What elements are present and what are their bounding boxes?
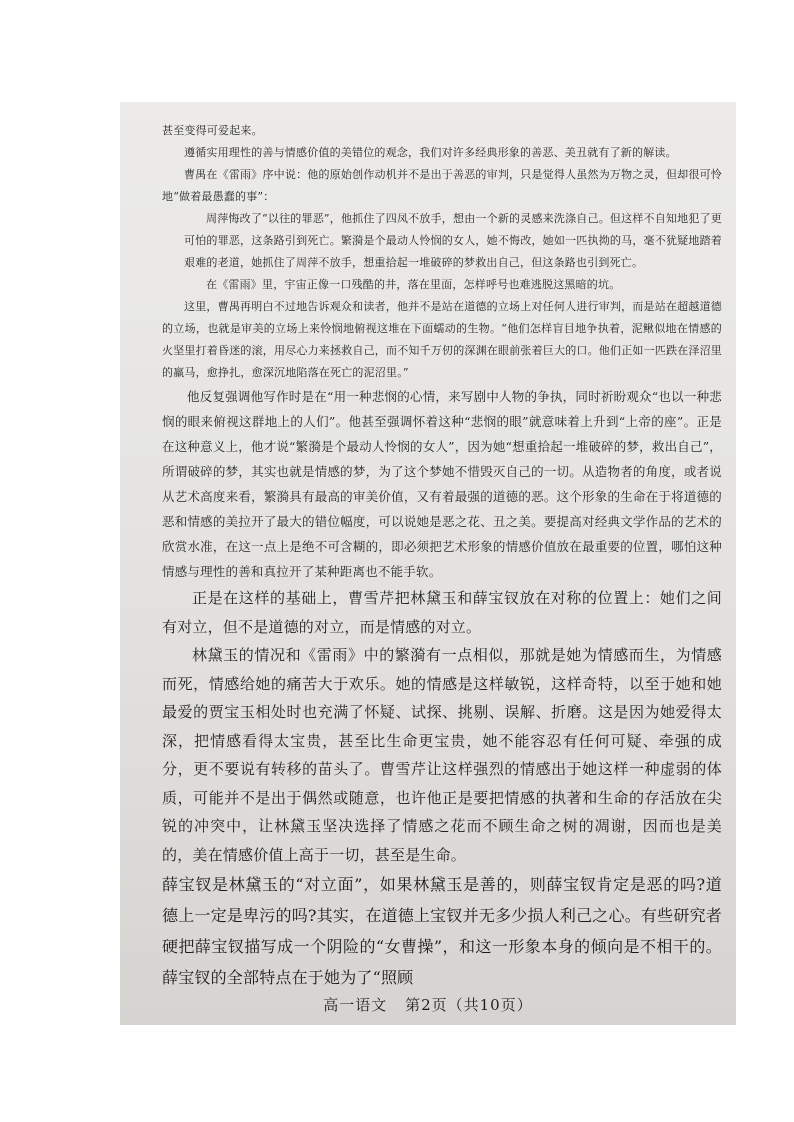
quote-block-2: 在《雷雨》里，宇宙正像一口残酷的井，落在里面，怎样呼号也难逃脱这黑暗的坑。 xyxy=(206,278,621,291)
footer-page-number: 第2页（共10页） xyxy=(405,996,533,1014)
page-footer xyxy=(120,994,736,1015)
article-body xyxy=(162,120,722,993)
quote-block: 周萍悔改了“以往的罪恶”，他抓住了四凤不放手，想由一个新的灵感来洗涤自己。但这样不自知地犯了更可怕的罪恶，这条路引到死亡。繁漪是个最动人怜悯的女人，她不悔改，她如一匹执拗的马，毫不犹疑地踏着艰难的老道，她抓住了周萍不放手，想重拾起一堆破碎的梦救出自己，但这条路也引到死亡。 xyxy=(184,212,722,269)
paragraph-1: 甚至变得可爱起来。 xyxy=(162,124,263,137)
footer-subject: 高一语文 xyxy=(323,996,388,1014)
paragraph-6: 正是在这样的基础上，曹雪芹把林黛玉和薛宝钗放在对称的位置上：她们之间有对立，但不是道德的对立，而是情感的对立。 xyxy=(162,589,722,636)
exam-page xyxy=(120,102,736,1025)
paragraph-3: 曹禺在《雷雨》序中说：他的原始创作动机并不是出于善恶的审判，只是觉得人虽然为万物之灵，但却很可怜地“做着最愚蠢的事”： xyxy=(162,168,722,203)
paragraph-8: 薛宝钗是林黛玉的“对立面”，如果林黛玉是善的，则薛宝钗肯定是恶的吗?道德上一定是卑污的吗?其实，在道德上宝钗并无多少损人利己之心。有些研究者硬把薛宝钗描写成一个阴险的“女曹操”，和这一形象本身的倾向是不相干的。薛宝钗的全部特点在于她为了“照顾 xyxy=(162,875,722,987)
paragraph-7: 林黛玉的情况和《雷雨》中的繁漪有一点相似，那就是她为情感而生，为情感而死，情感给她的痛苦大于欢乐。她的情感是这样敏锐，这样奇特，以至于她和她最爱的贾宝玉相处时也充满了怀疑、试探、挑剔、误解、折磨。这是因为她爱得太深，把情感看得太宝贵，甚至比生命更宝贵，她不能容忍有任何可疑、牵强的成分，更不要说有转移的苗头了。曹雪芹让这样强烈的情感出于她这样一种虚弱的体质，可能并不是出于偶然或随意，也许他正是要把情感的执著和生命的存活放在尖锐的冲突中，让林黛玉坚决选择了情感之花而不顾生命之树的凋谢，因而也是美的，美在情感价值上高于一切，甚至是生命。 xyxy=(162,646,722,864)
paragraph-2: 遵循实用理性的善与情感价值的美错位的观念，我们对许多经典形象的善恶、美丑就有了新的解读。 xyxy=(184,146,677,159)
paragraph-4: 这里，曹禺再明白不过地告诉观众和读者，他并不是站在道德的立场上对任何人进行审判，而是站在超越道德的立场，也就是审美的立场上来怜悯地俯视这堆在下面蠕动的生物。“他们怎样盲目地争执着，泥鳅似地在情感的火坚里打着昏迷的滚，用尽心力来拯救自己，而不知千万仞的深渊在眼前张着巨大的口。他们正如一匹跌在泽沼里的羸马，愈挣扎，愈深沉地陷落在死亡的泥沼里。” xyxy=(162,300,722,379)
paragraph-5: 他反复强调他写作时是在“用一种悲悯的心情，来写剧中人物的争执，同时祈盼观众“也以一种悲悯的眼来俯视这群地上的人们”。他甚至强调怀着这种“悲悯的眼”就意味着上升到“上帝的座”。正是在这种意义上，他才说“繁漪是个最动人怜悯的女人”，因为她“想重拾起一堆破碎的梦，救出自己”，所谓破碎的梦，其实也就是情感的梦，为了这个梦她不惜毁灭自己的一切。从造物者的角度，或者说从艺术高度来看，繁漪具有最高的审美价值，又有着最强的道德的恶。这个形象的生命在于将道德的恶和情感的美拉开了最大的错位幅度，可以说她是恶之花、丑之美。要提高对经典文学作品的艺术的欣赏水准，在这一点上是绝不可含糊的，即必须把艺术形象的情感价值放在最重要的位置，哪怕这种情感与理性的善和真拉开了某种距离也不能手软。 xyxy=(162,389,722,579)
